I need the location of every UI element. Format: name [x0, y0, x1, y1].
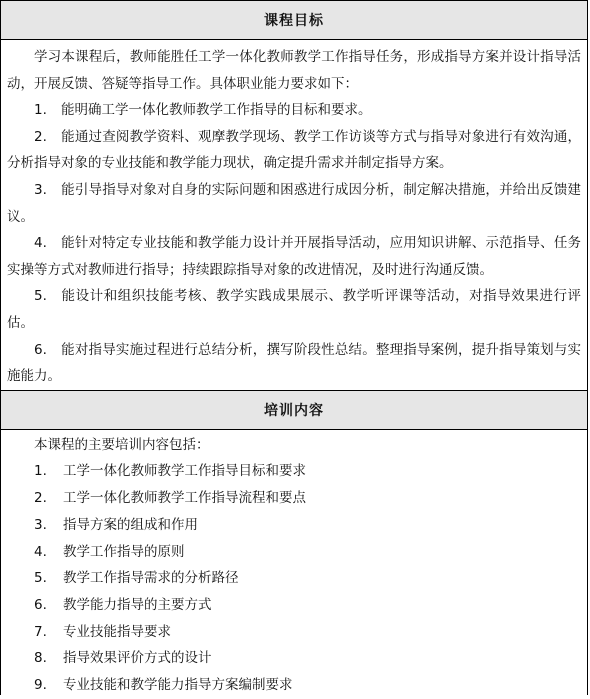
content-text: 工学一体化教师教学工作指导流程和要点: [63, 490, 306, 507]
content-item: [7, 458, 581, 485]
content-text: 教学工作指导的原则: [63, 543, 185, 560]
course-goals-body: [1, 40, 587, 390]
goal-item: [7, 97, 581, 124]
course-goals-intro: 学习本课程后，教师能胜任工学一体化教师教学工作指导任务，形成指导方案并设计指导活动，开展反馈、答疑等指导工作。具体职业能力要求如下：: [7, 49, 581, 92]
content-number: 9.: [34, 677, 47, 694]
content-item: [7, 565, 581, 592]
content-item: [7, 485, 581, 512]
content-item: [7, 592, 581, 619]
goal-text: 能对指导实施过程进行总结分析，撰写阶段性总结。整理指导案例，提升指导策划与实施能力。: [7, 341, 581, 385]
content-text: 指导方案的组成和作用: [63, 516, 198, 533]
goal-item: [7, 177, 581, 230]
training-content-intro: 本课程的主要培训内容包括：: [34, 436, 210, 453]
content-number: 8.: [34, 650, 47, 667]
goal-item: [7, 124, 581, 177]
content-number: 3.: [34, 516, 47, 533]
goal-text: 能通过查阅教学资料、观摩教学现场、教学工作访谈等方式与指导对象进行有效沟通，分析指导对象的专业技能和教学能力现状，确定提升需求并制定指导方案。: [7, 128, 581, 172]
section-title: 培训内容: [264, 402, 324, 419]
content-number: 1.: [34, 463, 47, 480]
content-text: 教学工作指导需求的分析路径: [63, 570, 239, 587]
goal-text: 能针对特定专业技能和教学能力设计并开展指导活动，应用知识讲解、示范指导、任务实操等方式对教师进行指导；持续跟踪指导对象的改进情况，及时进行沟通反馈。: [7, 235, 581, 278]
goal-number: 5.: [34, 288, 47, 305]
content-text: 指导效果评价方式的设计: [63, 650, 212, 667]
content-item: [7, 619, 581, 646]
content-number: 5.: [34, 570, 47, 587]
goal-number: 1.: [34, 102, 47, 119]
section-title: 课程目标: [264, 13, 324, 29]
goal-item: [7, 230, 581, 283]
goal-text: 能引导指导对象对自身的实际问题和困惑进行成因分析，制定解决措施，并给出反馈建议。: [7, 181, 581, 225]
training-content-body: [1, 430, 587, 699]
goal-number: 4.: [34, 235, 47, 252]
content-item: [7, 512, 581, 539]
goal-number: 3.: [34, 181, 47, 198]
content-number: 7.: [34, 623, 47, 640]
goal-number: 6.: [34, 341, 47, 358]
content-number: 2.: [34, 490, 47, 507]
goal-text: 能明确工学一体化教师教学工作指导的目标和要求。: [61, 102, 372, 119]
content-text: 专业技能指导要求: [63, 623, 171, 640]
section-header-course-goals: [1, 1, 587, 40]
content-number: 4.: [34, 543, 47, 560]
section-header-training-content: [1, 390, 587, 430]
content-text: 专业技能和教学能力指导方案编制要求: [63, 677, 293, 694]
goal-item: [7, 337, 581, 390]
content-text: 工学一体化教师教学工作指导目标和要求: [63, 463, 306, 480]
content-text: 教学能力指导的主要方式: [63, 596, 212, 613]
goal-item: [7, 283, 581, 336]
goal-number: 2.: [34, 128, 47, 145]
content-item: [7, 539, 581, 566]
content-item: [7, 645, 581, 672]
content-number: 6.: [34, 596, 47, 613]
goal-text: 能设计和组织技能考核、教学实践成果展示、教学听评课等活动，对指导效果进行评估。: [7, 288, 581, 331]
